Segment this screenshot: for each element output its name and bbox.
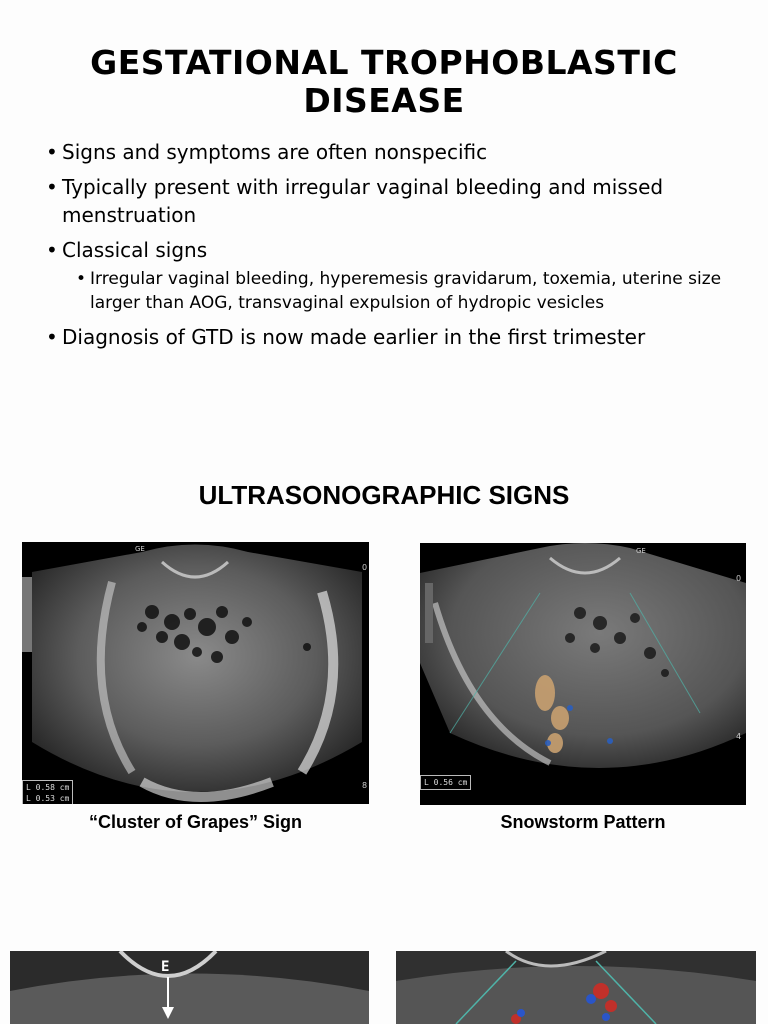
measurement-line: L 0.56 cm [424,778,468,787]
image-caption: “Cluster of Grapes” Sign [88,812,303,832]
scanner-brand-label: GE [636,547,646,555]
ultrasound-scan-graphic [420,543,746,805]
section-title: ULTRASONOGRAPHIC SIGNS [198,480,570,510]
svg-text:0: 0 [736,574,742,583]
svg-text:8: 8 [362,781,368,790]
ultrasound-image-bottom-left [10,951,369,1024]
bullet-item: • Signs and symptoms are often nonspecific [46,138,736,166]
measurement-readout [22,780,73,804]
ultrasound-image-cluster-of-grapes [22,542,369,804]
measurement-line: L 0.53 cm [26,794,70,803]
image-caption: Snowstorm Pattern [500,812,666,832]
measurement-line: L 0.58 cm [26,783,70,792]
sub-bullet-item: • Irregular vaginal bleeding, hyperemesis gravidarum, toxemia, uterine size larger than AOG, transvaginal expulsion of hydropic vesicles [76,267,736,315]
measurement-readout [420,775,471,790]
bullet-item: • Diagnosis of GTD is now made earlier in the first trimester [46,323,736,351]
svg-text:4: 4 [736,732,742,741]
ultrasound-scan-graphic [22,542,369,804]
slide-title-line2: DISEASE [303,81,465,120]
scanner-brand-label: GE [135,545,145,553]
ultrasound-scan-graphic [10,951,369,1024]
ultrasound-image-snowstorm [420,543,746,805]
ultrasound-scan-graphic [396,951,756,1024]
marker-label: E [161,959,170,975]
ultrasound-image-bottom-right [396,951,756,1024]
bullet-item: • Typically present with irregular vaginal bleeding and missed menstruation [46,173,736,229]
slide-title [0,44,768,120]
svg-text:0: 0 [362,563,368,572]
bullet-item: • Classical signs [46,236,736,264]
bullet-list [46,138,736,358]
slide-title-line1: GESTATIONAL TROPHOBLASTIC [90,43,678,82]
